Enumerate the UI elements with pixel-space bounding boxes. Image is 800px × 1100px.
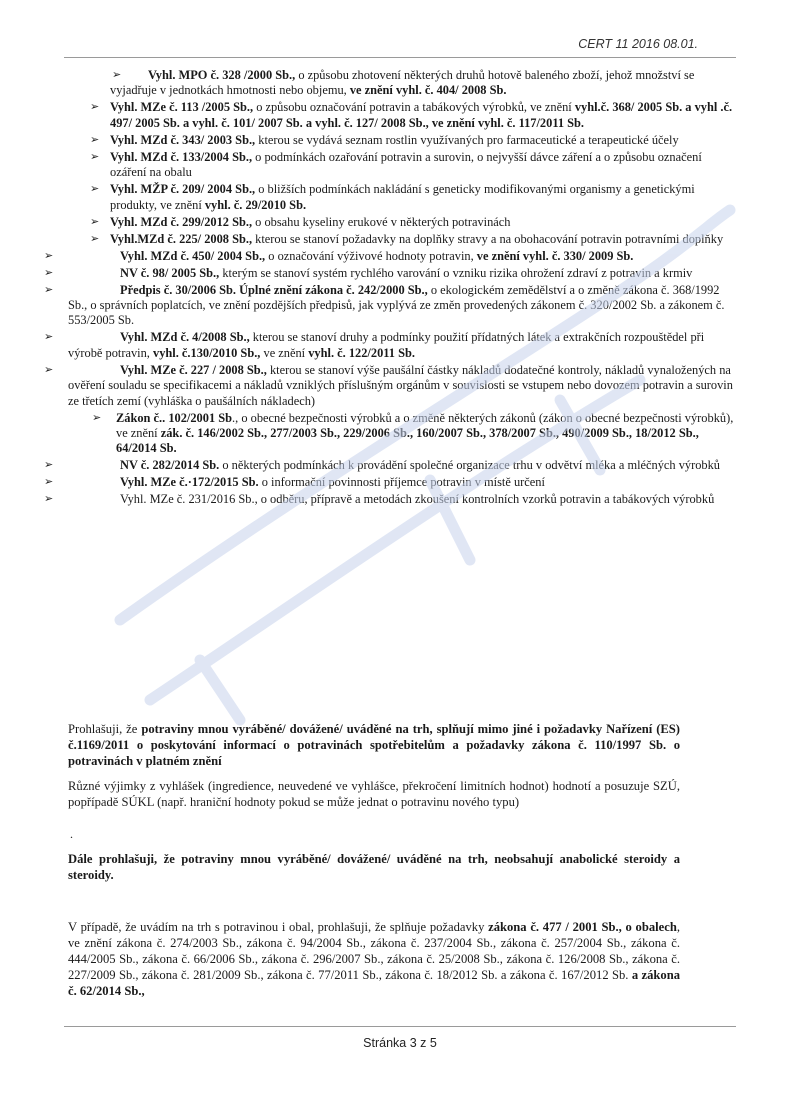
legislation-text	[116, 411, 736, 457]
arrow-bullet-icon: ➢	[44, 283, 54, 296]
legislation-text	[110, 182, 734, 213]
watermark-stroke	[200, 660, 240, 720]
legislation-item	[0, 249, 800, 264]
arrow-bullet-icon: ➢	[90, 150, 100, 163]
legislation-item	[0, 232, 800, 247]
bold-text-segment: Vyhl. MZd č. 450/ 2004 Sb.,	[120, 248, 266, 263]
exceptions-note: Různé výjimky z vyhlášek (ingredience, neuvedené ve vyhlášce, překročení limitních hodnot) hodnotí a posuzuje SZÚ, popřípadě SÚKL (např. hraniční hodnoty pokud se může jednat o potravinu nového typu)	[68, 778, 680, 809]
bold-text-segment: ve znění vyhl. č. 330/ 2009 Sb.	[476, 248, 634, 263]
arrow-bullet-icon: ➢	[44, 363, 54, 376]
bold-text-segment: zák. č. 146/2002 Sb., 277/2003 Sb., 229/2006 Sb., 160/2007 Sb., 378/2007 Sb., 490/2009 Sb., 18/2012 Sb., 64/2014 Sb.	[116, 426, 699, 456]
text-segment: o bližších podmínkách nakládání s geneticky modifikovanými organismy a genetickými produkty, ve znění	[110, 182, 695, 212]
legislation-text	[68, 458, 736, 473]
legislation-item	[0, 68, 800, 99]
bold-text-segment: vyhl. č. 29/2010 Sb.	[204, 197, 307, 212]
legislation-item	[0, 330, 800, 361]
arrow-bullet-icon: ➢	[90, 183, 100, 196]
bold-text-segment: Vyhl. MPO č. 328 /2000 Sb.,	[148, 68, 296, 82]
legislation-text	[110, 133, 734, 148]
bold-text-segment: Předpis č. 30/2006 Sb. Úplné znění zákona č. 242/2000 Sb.,	[120, 282, 428, 297]
text-segment: Prohlašuji, že	[68, 721, 142, 736]
text-segment: kterým se stanoví systém rychlého varování o vzniku rizika ohrožení zdraví z potravin a krmiv	[219, 265, 693, 280]
bold-text-segment: Vyhl. MŽP č. 209/ 2004 Sb.,	[110, 182, 256, 197]
declaration-packaging	[68, 919, 680, 999]
text-segment: o způsobu označování potravin a tabákových výrobků, ve znění	[253, 100, 575, 115]
bold-text-segment: ve znění vyhl. č. 404/ 2008 Sb.	[349, 83, 507, 98]
legislation-item	[0, 492, 800, 507]
legislation-item	[0, 283, 800, 329]
legislation-item	[0, 215, 800, 230]
bold-text-segment: NV č. 98/ 2005 Sb.,	[120, 265, 220, 280]
legislation-item	[0, 182, 800, 213]
text-segment: o označování výživové hodnoty potravin,	[265, 248, 477, 263]
bold-text-segment: NV č. 282/2014 Sb.	[120, 458, 220, 473]
arrow-bullet-icon: ➢	[44, 331, 54, 344]
arrow-bullet-icon: ➢	[44, 476, 54, 489]
legislation-item	[0, 100, 800, 131]
bold-text-segment: a zákona č. 62/2014 Sb.,	[68, 967, 680, 998]
legislation-item	[0, 150, 800, 181]
bold-text-segment: Vyhl. MZd č. 299/2012 Sb.,	[110, 214, 253, 229]
bold-text-segment: Vyhl. MZe č.·172/2015 Sb.	[120, 475, 259, 490]
arrow-bullet-icon: ➢	[90, 101, 100, 114]
bold-text-segment: Zákon č.. 102/2001 Sb	[116, 410, 233, 425]
bold-text-segment: zákona č. 477 / 2001 Sb., o obalech	[488, 919, 677, 934]
legislation-text	[68, 492, 736, 507]
bold-text-segment: Vyhl. MZd č. 343/ 2003 Sb.,	[110, 132, 256, 147]
legislation-text	[68, 266, 736, 281]
bold-text-segment: Vyhl.MZd č. 225/ 2008 Sb.,	[110, 231, 253, 246]
header-divider	[64, 57, 736, 58]
declaration-steroids: Dále prohlašuji, že potraviny mnou vyráběné/ dovážené/ uváděné na trh, neobsahují anabolické steroidy a steroidy.	[68, 851, 680, 882]
arrow-bullet-icon: ➢	[90, 133, 100, 146]
text-segment: ve znění	[260, 345, 309, 360]
legislation-item	[0, 266, 800, 281]
bold-text-segment: vyhl. č.130/2010 Sb.,	[153, 345, 261, 360]
legislation-item	[0, 363, 800, 409]
arrow-bullet-icon: ➢	[44, 493, 54, 506]
bold-text-segment: vyhl.č. 368/ 2005 Sb. a vyhl .č. 497/ 2005 Sb. a vyhl. č. 101/ 2007 Sb. a vyhl. č. 127/ 2008 Sb., ve znění vyhl. č. 117/2011 Sb.	[110, 100, 733, 130]
legislation-text	[68, 330, 736, 361]
arrow-bullet-icon: ➢	[44, 459, 54, 472]
text-segment: V případě, že uvádím na trh s potravinou i obal, prohlašuji, že splňuje požadavky	[68, 919, 489, 934]
bold-text-segment: potraviny mnou vyráběné/ dovážené/ uváděné na trh, splňují mimo jiné i požadavky Nařízení (ES) č.1169/2011 o poskytování informací o potravinách spotřebitelům a požadavky zákona č. 110/1997 Sb. o potravinách v platném znění	[68, 721, 680, 768]
text-segment: o některých podmínkách k provádění společné organizace trhu v odvětví mléka a mléčných výrobků	[219, 458, 721, 473]
text-segment: ., o obecné bezpečnosti výrobků a o změně některých zákonů (zákon o obecné bezpečnosti výrobků), ve znění	[116, 410, 734, 441]
legislation-text	[68, 475, 736, 490]
legislation-list	[0, 68, 800, 509]
text-segment: kterou se stanoví druhy a podmínky použití přídatných látek a extrakčních rozpouštědel při výrobě potravin,	[68, 330, 705, 360]
legislation-item	[0, 411, 800, 457]
legislation-text	[110, 215, 734, 230]
arrow-bullet-icon: ➢	[90, 232, 100, 245]
arrow-bullet-icon: ➢	[112, 69, 122, 81]
text-segment: o ekologickém zemědělství a o změně zákona č. 368/1992 Sb., o správních poplatcích, ve znění pozdějších předpisů, jak vyplývá ze změn provedených zákonem č. 320/2002 Sb. a zákonem č. 553/2005 Sb.	[68, 282, 725, 328]
text-segment: o způsobu zhotovení některých druhů hotově baleného zboží, jehož množství se vyjadřuje v jednotkách hmotnosti nebo objemu,	[110, 68, 695, 98]
text-segment: kterou se stanoví požadavky na doplňky stravy a na obohacování potravin potravními doplňky	[252, 231, 724, 246]
declaration-food-requirements	[68, 721, 680, 769]
legislation-item	[0, 458, 800, 473]
bold-text-segment: vyhl. č. 122/2011 Sb.	[308, 345, 415, 360]
text-segment: Vyhl. MZe č. 231/2016 Sb., o odběru, přípravě a metodách zkoušení kontrolních vzorků potravin a tabákových výrobků	[120, 492, 715, 507]
arrow-bullet-icon: ➢	[92, 411, 102, 424]
legislation-item	[0, 133, 800, 148]
arrow-bullet-icon: ➢	[44, 249, 54, 262]
text-segment: o informační povinnosti příjemce potravin v místě určení	[258, 475, 545, 490]
text-segment: kterou se vydává seznam rostlin využívaných pro farmaceutické a terapeutické účely	[255, 132, 679, 147]
separator-dot: .	[70, 827, 73, 841]
legislation-text	[110, 232, 734, 247]
bold-text-segment: Vyhl. MZd č. 133/2004 Sb.,	[110, 149, 253, 164]
footer-divider	[64, 1026, 736, 1027]
legislation-text	[110, 100, 734, 131]
arrow-bullet-icon: ➢	[44, 266, 54, 279]
legislation-text	[110, 150, 734, 181]
text-segment: o podmínkách ozařování potravin a surovin, o nejvyšší dávce záření a o způsobu označení ozáření na obalu	[110, 149, 702, 180]
document-code: CERT 11 2016 08.01.	[578, 37, 698, 51]
legislation-item	[0, 475, 800, 490]
bold-text-segment: Vyhl. MZe č. 227 / 2008 Sb.,	[120, 362, 267, 377]
text-segment: o obsahu kyseliny erukové v některých potravinách	[252, 214, 511, 229]
arrow-bullet-icon: ➢	[90, 215, 100, 228]
legislation-text	[68, 283, 736, 329]
bold-text-segment: Vyhl. MZe č. 113 /2005 Sb.,	[110, 100, 254, 115]
legislation-text	[68, 249, 736, 264]
legislation-text	[68, 363, 736, 409]
text-segment: , ve znění zákona č. 274/2003 Sb., zákona č. 94/2004 Sb., zákona č. 237/2004 Sb., zákona č. 257/2004 Sb., zákona č. 444/2005 Sb., zákona č. 66/2006 Sb., zákona č. 296/2007 Sb., zákona č. 25/2008 Sb., zákona č. 126/2008 Sb., zákona č. 227/2009 Sb., zákona č. 281/2009 Sb., zákona č. 77/2011 Sb., zákona č. 18/2012 Sb. a zákona č. 167/2012 Sb.	[68, 919, 680, 982]
page-number: Stránka 3 z 5	[363, 1036, 437, 1050]
text-segment: kterou se stanoví výše paušální částky nákladů dodatečné kontroly, nákladů vynaložených na ověření souladu se specifikacemi a nákladů vzniklých příslušným orgánům v souvislosti se vstupem nebo dovozem potravin a surovin ze třetích zemí (vyhláška o paušálních nákladech)	[68, 362, 733, 408]
bold-text-segment: Vyhl. MZd č. 4/2008 Sb.,	[120, 330, 250, 345]
legislation-text	[110, 68, 734, 99]
